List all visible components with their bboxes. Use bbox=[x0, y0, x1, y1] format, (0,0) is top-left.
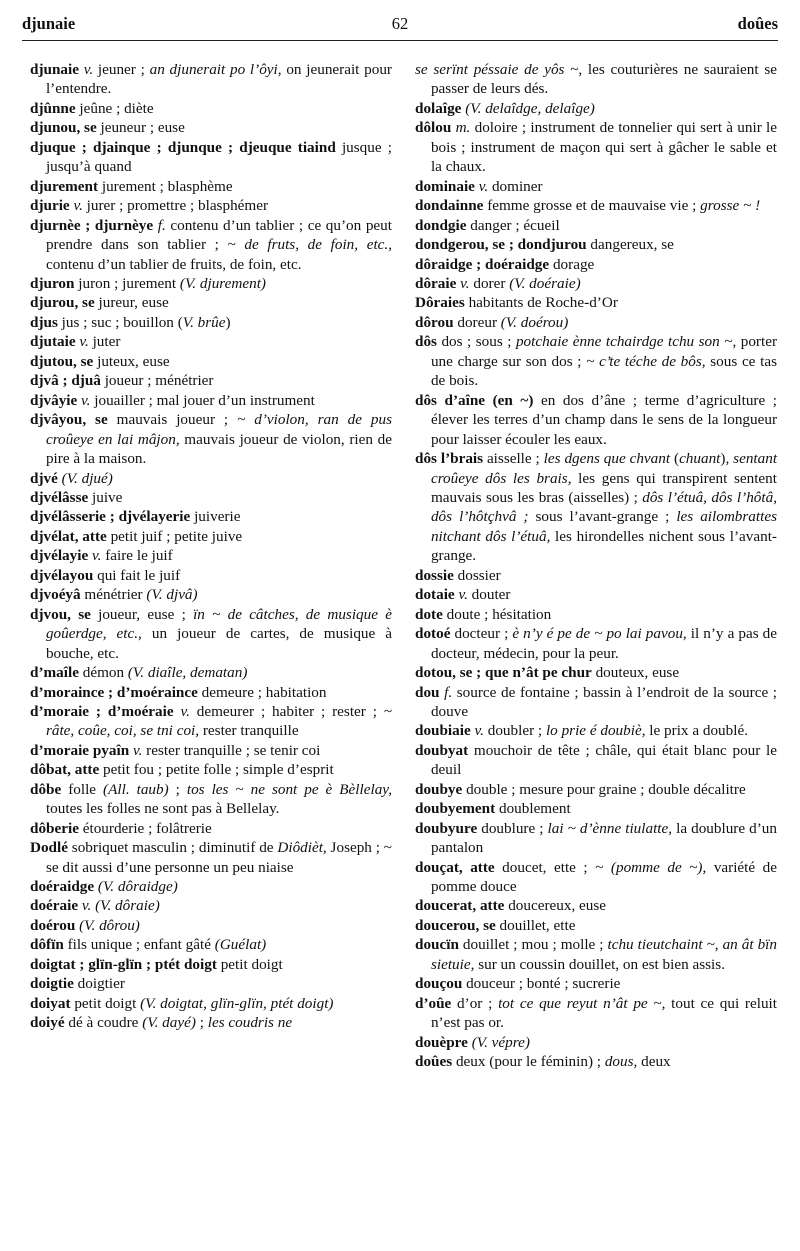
definition-text: joueur ; ménétrier bbox=[100, 372, 214, 390]
headword: d’moraie pyaîn bbox=[30, 741, 130, 759]
headword: douèpre bbox=[415, 1033, 468, 1051]
headword: doucerat, atte bbox=[415, 897, 505, 915]
italic-text: v. bbox=[132, 741, 143, 759]
italic-text: (V. doigtat, glïn-glïn, ptét doigt) bbox=[140, 994, 334, 1012]
definition-text: petit fou ; petite folle ; simple d’esprit bbox=[99, 761, 334, 779]
dictionary-entry bbox=[30, 118, 392, 137]
italic-text: tchu tieutchaint ~, an ât bïn sietuie, bbox=[430, 936, 777, 973]
italic-text: (V. delaîdge, delaîge) bbox=[465, 99, 595, 117]
dictionary-entry bbox=[30, 955, 392, 974]
italic-text: è n’y é pe de ~ po lai pavou, bbox=[512, 625, 687, 643]
definition-text: juive bbox=[88, 488, 123, 506]
headword: douçou bbox=[415, 975, 463, 993]
dictionary-entry bbox=[415, 274, 777, 293]
dictionary-entry bbox=[30, 313, 392, 332]
dictionary-entry bbox=[415, 60, 777, 99]
definition-text: juiverie bbox=[190, 508, 241, 526]
definition-text: doreur bbox=[453, 313, 501, 331]
dictionary-entry bbox=[30, 293, 392, 312]
italic-text: v. bbox=[83, 61, 94, 78]
definition-text: sous l’avant-grange ; bbox=[528, 508, 677, 526]
headword: djurnèe ; djurnèye bbox=[30, 216, 154, 234]
headword: dolaîge bbox=[415, 99, 462, 117]
definition-text: porter une charge sur son dos ; bbox=[430, 333, 778, 370]
dictionary-entry bbox=[30, 819, 392, 838]
headword: djvélayou bbox=[30, 566, 94, 584]
dictionary-entry bbox=[30, 683, 392, 702]
dictionary-entry bbox=[415, 741, 777, 780]
italic-text: (V. djué) bbox=[61, 469, 113, 487]
dictionary-entry bbox=[30, 274, 392, 293]
headword: djvâyie bbox=[30, 391, 78, 409]
definition-text: sur un coussin douillet, on est bien assis. bbox=[474, 955, 725, 973]
italic-text: ïn ~ de câtches, de musique è goûerdge, etc., bbox=[45, 605, 392, 643]
dictionary-entry bbox=[415, 916, 777, 935]
dictionary-entry bbox=[30, 605, 392, 663]
italic-text: v. bbox=[73, 197, 83, 215]
headword: djunaie bbox=[30, 61, 79, 78]
definition-text: douter bbox=[467, 586, 511, 604]
dictionary-entry bbox=[415, 896, 777, 915]
italic-text: v. bbox=[478, 177, 489, 195]
definition-text: tout ce qui reluit n’est pas or. bbox=[430, 994, 777, 1032]
italic-text: v. bbox=[92, 547, 102, 565]
dictionary-entry bbox=[30, 916, 392, 935]
italic-text: ~ d’violon, ran de pus croûeye en lai mâjon, bbox=[45, 411, 392, 448]
dictionary-entry bbox=[415, 313, 777, 332]
dictionary-entry bbox=[415, 118, 777, 176]
definition-text: aisselle ; bbox=[483, 450, 544, 468]
dictionary-entry bbox=[30, 177, 392, 196]
definition-text: les gens qui transpirent sentent mauvais sous les bras (aisselles) ; bbox=[430, 469, 777, 506]
headword: djuque ; djainque ; djunque ; djeuque tiaind bbox=[30, 138, 336, 156]
headword: djus bbox=[30, 313, 58, 331]
definition-text: douillet, ette bbox=[495, 916, 576, 934]
definition-text: danger ; écueil bbox=[466, 216, 560, 234]
headword: dôbe bbox=[30, 780, 62, 798]
dictionary-entry bbox=[30, 391, 392, 410]
italic-text: an djunerait po l’ôyi, bbox=[149, 61, 282, 78]
headword: djvélat, atte bbox=[30, 527, 107, 545]
definition-text: source de fontaine ; bassin à l’endroit de la source ; douve bbox=[430, 683, 778, 720]
header-first-word: djunaie bbox=[22, 14, 76, 33]
italic-text: ~ de fruts, de foin, etc., bbox=[227, 236, 392, 254]
definition-text: douteux, euse bbox=[591, 664, 680, 682]
italic-text: (V. djvâ) bbox=[146, 586, 198, 604]
running-header bbox=[22, 8, 778, 36]
definition-text: dorer bbox=[469, 274, 510, 292]
italic-text: lai ~ d’ènne tiulatte, bbox=[547, 819, 673, 837]
italic-text: v. bbox=[460, 274, 470, 292]
italic-text: (V. dayé) bbox=[142, 1014, 196, 1032]
headword: doubye bbox=[415, 780, 463, 798]
definition-text: docteur ; bbox=[450, 625, 513, 643]
headword: dossie bbox=[415, 566, 454, 584]
dictionary-entry bbox=[30, 216, 392, 274]
definition-text: doubler ; bbox=[483, 722, 546, 740]
headword: doéraie bbox=[30, 897, 79, 915]
definition-text: habitants de Roche-d’Or bbox=[464, 294, 618, 312]
definition-text: dangereux, se bbox=[586, 236, 674, 254]
definition-text: ( bbox=[670, 450, 680, 468]
headword: djvélâsserie ; djvélayerie bbox=[30, 508, 191, 526]
definition-text: rester tranquille ; se tenir coi bbox=[142, 741, 321, 759]
dictionary-entry bbox=[30, 196, 392, 215]
definition-text: doublement bbox=[495, 800, 571, 818]
definition-text: le prix a doublé. bbox=[645, 722, 748, 740]
headword: doubyement bbox=[415, 800, 496, 818]
definition-text: en dos d’âne ; terme d’agriculture ; élever les terres d’un champ dans le sens de la longueur pour laisser écouler les eaux. bbox=[430, 391, 778, 448]
dictionary-entry bbox=[30, 935, 392, 954]
italic-text: (V. dôraidge) bbox=[97, 878, 178, 896]
italic-text: (Guélat) bbox=[214, 936, 267, 954]
dictionary-entry bbox=[415, 585, 777, 604]
definition-text: les couturières ne sauraient se passer de leurs dés. bbox=[430, 61, 777, 98]
italic-text: chuant bbox=[679, 450, 721, 468]
dictionary-entry bbox=[30, 974, 392, 993]
headword: djurou, se bbox=[30, 294, 95, 312]
dictionary-entry bbox=[30, 60, 392, 99]
definition-text: double ; mesure pour graine ; double décalitre bbox=[462, 780, 746, 798]
headword: doiyé bbox=[30, 1014, 65, 1032]
italic-text: (V. dôrou) bbox=[79, 916, 140, 934]
dictionary-entry bbox=[415, 799, 777, 818]
definition-text: dominer bbox=[488, 177, 543, 195]
headword: doucerou, se bbox=[415, 916, 496, 934]
italic-text: (All. taub) bbox=[103, 780, 169, 798]
definition-text: jeuner ; bbox=[93, 61, 150, 78]
headword: d’oûe bbox=[415, 994, 452, 1012]
dictionary-entry bbox=[30, 488, 392, 507]
dictionary-entry bbox=[30, 138, 392, 177]
italic-text: potchaie ènne tchairdge tchu son ~, bbox=[515, 333, 737, 351]
italic-text: (V. djurement) bbox=[179, 274, 266, 292]
dictionary-entry bbox=[30, 838, 392, 877]
definition-text: petit doigt bbox=[70, 994, 141, 1012]
definition-text: doloire ; instrument de tonnelier qui sert à unir le bois ; instrument de maçon qui sert à gâcher le sable et la chaux. bbox=[430, 119, 777, 176]
definition-text: la doublure d’un pantalon bbox=[430, 819, 777, 857]
headword: doigtie bbox=[30, 975, 74, 993]
headword: dôs bbox=[415, 333, 437, 351]
definition-text: ) bbox=[225, 313, 231, 331]
dictionary-entry bbox=[415, 235, 777, 254]
italic-text: m. bbox=[455, 119, 471, 137]
headword: doubyure bbox=[415, 819, 478, 837]
definition-text: mauvais joueur ; bbox=[107, 411, 238, 429]
italic-text: V. brûe bbox=[182, 313, 226, 331]
headword: Dôraies bbox=[415, 294, 465, 312]
italic-text: v. bbox=[81, 391, 91, 409]
headword: doubyat bbox=[415, 741, 469, 759]
definition-text: rester tranquille bbox=[199, 722, 299, 740]
definition-text: toutes les folles ne sont pas à Bellelay. bbox=[45, 800, 280, 818]
italic-text: grosse ~ ! bbox=[700, 197, 761, 215]
headword: dôberie bbox=[30, 819, 79, 837]
page-number: 62 bbox=[391, 14, 409, 33]
headword: dôraie bbox=[415, 274, 457, 292]
italic-text: v. bbox=[79, 333, 89, 351]
headword: dôrou bbox=[415, 313, 454, 331]
definition-text: joueur, euse ; bbox=[90, 605, 194, 623]
headword: dondgerou, se ; dondjurou bbox=[415, 236, 587, 254]
italic-text: les coudris ne bbox=[207, 1014, 293, 1032]
headword: dôs d’aîne (en ~) bbox=[415, 391, 534, 409]
definition-text: d’or ; bbox=[451, 994, 499, 1012]
definition-text: il n’y a pas de docteur, médecin, pour la peur. bbox=[430, 625, 777, 662]
dictionary-entry bbox=[415, 449, 777, 566]
headword: djutaie bbox=[30, 333, 76, 351]
dictionary-entry bbox=[415, 819, 777, 858]
headword: djutou, se bbox=[30, 352, 94, 370]
headword: djurie bbox=[30, 197, 70, 215]
definition-text: deux (pour le féminin) ; bbox=[452, 1053, 605, 1071]
dictionary-entry bbox=[415, 858, 777, 897]
italic-text: ~ c’te téche de bôs, bbox=[586, 352, 706, 370]
dictionary-entry bbox=[30, 352, 392, 371]
definition-text: jus ; suc ; bouillon ( bbox=[57, 313, 183, 331]
italic-text: Diôdièt, bbox=[277, 839, 327, 857]
headword: doéraidge bbox=[30, 878, 95, 896]
headword: douçat, atte bbox=[415, 858, 495, 876]
definition-text: doute ; hésitation bbox=[442, 605, 552, 623]
headword: djvâ ; djuâ bbox=[30, 372, 101, 390]
dictionary-entry bbox=[415, 663, 777, 682]
headword: djvélâsse bbox=[30, 488, 89, 506]
definition-text: jurer ; promettre ; blasphémer bbox=[82, 197, 269, 215]
italic-text: v. bbox=[458, 586, 468, 604]
headword: Dodlé bbox=[30, 839, 68, 857]
definition-text: Joseph ; ~ se dit aussi d’une personne un peu niaise bbox=[45, 839, 392, 876]
definition-text: jureur, euse bbox=[94, 294, 169, 312]
dictionary-entry bbox=[30, 507, 392, 526]
headword: doigtat ; glïn-glïn ; ptét doigt bbox=[30, 955, 217, 973]
definition-text: jouailler ; mal jouer d’un instrument bbox=[90, 391, 315, 409]
headword: dôraidge ; doéraidge bbox=[415, 255, 550, 273]
dictionary-entry bbox=[415, 624, 777, 663]
definition-text: sous ce tas de bois. bbox=[430, 352, 777, 390]
headword: d’moraince ; d’moéraince bbox=[30, 683, 198, 701]
dictionary-entry bbox=[30, 585, 392, 604]
definition-text: jusque ; jusqu’à quand bbox=[45, 138, 392, 176]
italic-text: f. bbox=[444, 683, 453, 701]
definition-text: doucereux, euse bbox=[504, 897, 607, 915]
definition-text: doucet, ette ; bbox=[494, 858, 596, 876]
italic-text: les dgens que chvant bbox=[543, 450, 671, 468]
headword: djvâyou, se bbox=[30, 411, 108, 429]
definition-text: demeure ; habitation bbox=[197, 683, 327, 701]
definition-text: petit juif ; petite juive bbox=[106, 527, 243, 545]
definition-text: sobriquet masculin ; diminutif de bbox=[67, 839, 278, 857]
headword: djvou, se bbox=[30, 605, 91, 623]
headword: djvoéyâ bbox=[30, 586, 81, 604]
definition-text: mauvais joueur de violon, rien de pire à la maison. bbox=[45, 430, 392, 468]
dictionary-entry bbox=[415, 255, 777, 274]
headword: doucïn bbox=[415, 936, 459, 954]
dictionary-entry bbox=[415, 391, 777, 449]
italic-text: v. bbox=[474, 722, 484, 740]
dictionary-entry bbox=[30, 994, 392, 1013]
dictionary-entry bbox=[30, 410, 392, 468]
headword: djvé bbox=[30, 469, 58, 487]
italic-text: (V. vépre) bbox=[471, 1033, 530, 1051]
definition-text: ; bbox=[168, 780, 187, 798]
dictionary-entry bbox=[415, 1033, 777, 1052]
definition-text: contenu d’un tablier de fruits, de foin, etc. bbox=[45, 255, 302, 273]
dictionary-entry bbox=[415, 994, 777, 1033]
dictionary-entry bbox=[30, 877, 392, 896]
definition-text: juter bbox=[88, 333, 121, 351]
dictionary-entry bbox=[30, 702, 392, 741]
italic-text: dôs l’étuâ, dôs l’hôtâ, dôs l’hôtçhvâ ; bbox=[430, 488, 777, 526]
dictionary-entry bbox=[30, 896, 392, 915]
italic-text: (V. diaîle, dematan) bbox=[127, 664, 248, 682]
italic-text: les ailombrattes nitchant dôs l’étuâ, bbox=[430, 508, 777, 545]
header-last-word: doûes bbox=[737, 14, 778, 33]
definition-text: femme grosse et de mauvaise vie ; bbox=[483, 197, 701, 215]
italic-text: v. (V. dôraie) bbox=[81, 897, 160, 915]
headword: doûes bbox=[415, 1053, 453, 1071]
dictionary-entry bbox=[30, 780, 392, 819]
headword: djuron bbox=[30, 274, 75, 292]
dictionary-entry bbox=[415, 332, 777, 390]
headword: dotou, se ; que n’ât pe chur bbox=[415, 664, 592, 682]
headword: doiyat bbox=[30, 994, 71, 1012]
definition-text: juron ; jurement bbox=[74, 274, 180, 292]
headword: doubiaie bbox=[415, 722, 471, 740]
dictionary-entry bbox=[415, 196, 777, 215]
italic-text: ~ (pomme de ~), bbox=[595, 858, 707, 876]
dictionary-entry bbox=[415, 605, 777, 624]
italic-text: tot ce que reyut n’ât pe ~, bbox=[498, 994, 666, 1012]
headword: dou bbox=[415, 683, 440, 701]
definition-text: fils unique ; enfant gâté bbox=[63, 936, 215, 954]
dictionary-entry bbox=[30, 469, 392, 488]
italic-text: sentant croûeye dôs les brais, bbox=[430, 450, 778, 487]
definition-text: petit doigt bbox=[216, 955, 283, 973]
dictionary-entry bbox=[30, 99, 392, 118]
dictionary-entry bbox=[30, 760, 392, 779]
headword: dondainne bbox=[415, 197, 484, 215]
headword: djurement bbox=[30, 177, 99, 195]
dictionary-entry bbox=[30, 546, 392, 565]
definition-text: juteux, euse bbox=[93, 352, 170, 370]
italic-text: (V. doérou) bbox=[500, 313, 569, 331]
italic-text: ~ râte, coûe, coi, se tni coi, bbox=[45, 702, 393, 740]
dictionary-entry bbox=[415, 721, 777, 740]
definition-text: on jeunerait pour l’entendre. bbox=[45, 61, 392, 98]
dictionary-entry bbox=[415, 293, 777, 312]
left-column bbox=[30, 60, 392, 1033]
italic-text: (V. doéraie) bbox=[509, 274, 581, 292]
headword: djvélayie bbox=[30, 547, 89, 565]
definition-text: doublure ; bbox=[477, 819, 548, 837]
definition-text: doigtier bbox=[73, 975, 125, 993]
definition-text: mouchoir de tête ; châle, qui était blanc pour le deuil bbox=[430, 741, 777, 779]
definition-text: folle bbox=[61, 780, 104, 798]
dictionary-entry bbox=[30, 566, 392, 585]
definition-text: ; bbox=[195, 1014, 208, 1032]
definition-text: ), bbox=[720, 450, 734, 468]
headword: doérou bbox=[30, 916, 76, 934]
dictionary-entry bbox=[30, 741, 392, 760]
definition-text: jeuneur ; euse bbox=[96, 119, 185, 137]
headword: dote bbox=[415, 605, 443, 623]
italic-text: dous, bbox=[604, 1053, 638, 1071]
definition-text: variété de pomme douce bbox=[430, 858, 777, 896]
italic-text: lo prie é doubiè, bbox=[545, 722, 646, 740]
headword: d’moraie ; d’moéraie bbox=[30, 702, 174, 720]
dictionary-entry bbox=[30, 527, 392, 546]
headword: dôs l’brais bbox=[415, 450, 484, 468]
dictionary-entry bbox=[30, 1013, 392, 1032]
headword: djûnne bbox=[30, 99, 76, 117]
definition-text: étourderie ; folâtrerie bbox=[78, 819, 212, 837]
definition-text: contenu d’un tablier ; ce qu’on peut prendre dans son tablier ; bbox=[45, 216, 392, 254]
header-rule bbox=[22, 40, 778, 41]
definition-text: dorage bbox=[549, 255, 595, 273]
dictionary-entry bbox=[30, 371, 392, 390]
definition-text: dossier bbox=[453, 566, 501, 584]
definition-text: demeurer ; habiter ; rester ; bbox=[189, 702, 384, 720]
headword: d’maîle bbox=[30, 664, 79, 682]
headword: djunou, se bbox=[30, 119, 97, 137]
headword: dotaie bbox=[415, 586, 455, 604]
dictionary-entry bbox=[415, 780, 777, 799]
definition-text: dos ; sous ; bbox=[436, 333, 516, 351]
italic-text: se serïnt péssaie de yôs ~, bbox=[415, 61, 583, 78]
dictionary-entry bbox=[415, 935, 777, 974]
dictionary-entry bbox=[415, 1052, 777, 1071]
headword: dominaie bbox=[415, 177, 475, 195]
headword: dôlou bbox=[415, 119, 452, 137]
headword: dondgie bbox=[415, 216, 467, 234]
dictionary-entry bbox=[415, 216, 777, 235]
dictionary-entry bbox=[415, 177, 777, 196]
headword: dôbat, atte bbox=[30, 761, 100, 779]
definition-text: douceur ; bonté ; sucrerie bbox=[462, 975, 621, 993]
definition-text: douillet ; mou ; molle ; bbox=[458, 936, 608, 954]
definition-text: dé à coudre bbox=[64, 1014, 143, 1032]
italic-text: tos les ~ ne sont pe è Bèllelay, bbox=[186, 780, 392, 798]
dictionary-entry bbox=[30, 332, 392, 351]
definition-text: un joueur de cartes, de musique à bouche, etc. bbox=[45, 625, 392, 662]
dictionary-entry bbox=[415, 566, 777, 585]
headword: dotoé bbox=[415, 625, 451, 643]
italic-text: f. bbox=[157, 216, 166, 234]
definition-text: qui fait le juif bbox=[93, 566, 181, 584]
italic-text: v. bbox=[180, 702, 190, 720]
definition-text: deux bbox=[637, 1053, 671, 1071]
dictionary-entry bbox=[415, 974, 777, 993]
definition-text: ménétrier bbox=[80, 586, 147, 604]
dictionary-entry bbox=[415, 683, 777, 722]
definition-text: jeûne ; diète bbox=[75, 99, 154, 117]
headword: dôfïn bbox=[30, 936, 64, 954]
dictionary-entry bbox=[415, 99, 777, 118]
dictionary-entry bbox=[30, 663, 392, 682]
definition-text: les hirondelles nichent sous l’avant-grange. bbox=[430, 527, 777, 565]
definition-text: démon bbox=[78, 664, 128, 682]
definition-text: jurement ; blasphème bbox=[98, 177, 233, 195]
right-column bbox=[415, 60, 777, 1072]
definition-text: faire le juif bbox=[101, 547, 173, 565]
